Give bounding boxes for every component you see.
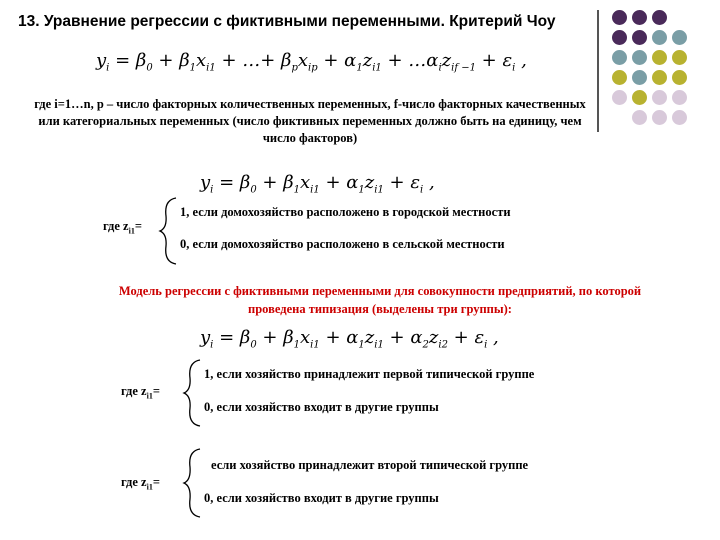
- decorative-dot: [612, 30, 627, 45]
- dummy-definition-label: где $z_{i1}=$: [121, 475, 160, 492]
- dummy-case-other-groups: 0, если хозяйство входит в другие группы: [204, 400, 439, 414]
- model-description-text: Модель регрессии с фиктивными переменными для совокупности предприятий, по которой проведена типизация (выделены три группы):: [118, 284, 642, 316]
- decorative-dot: [612, 10, 627, 25]
- decorative-dot: [672, 30, 687, 45]
- decorative-dot: [612, 70, 627, 85]
- dummy-case-rural: 0, если домохозяйство расположено в сельской местности: [180, 237, 505, 251]
- decorative-dot: [632, 50, 647, 65]
- decorative-dot: [612, 90, 627, 105]
- decorative-dot: [652, 110, 667, 125]
- left-brace: [158, 196, 178, 266]
- slide-title: 13. Уравнение регрессии с фиктивными переменными. Критерий Чоу: [18, 13, 556, 30]
- dummy-regression-formula: $y_i = \beta_0 + \beta_1x_{i1} + \alpha_1z_{i1} + \varepsilon_i$ ,: [200, 172, 435, 196]
- decorative-dot: [632, 110, 647, 125]
- decorative-dot: [652, 50, 667, 65]
- dummy-definition-label: где $z_{i1}=$: [121, 384, 160, 401]
- dummy-case-first-group: 1, если хозяйство принадлежит первой типической группе: [204, 367, 535, 381]
- divider-line: [597, 10, 599, 132]
- decorative-dot: [632, 70, 647, 85]
- decorative-dot: [652, 70, 667, 85]
- dummy-case-second-group: если хозяйство принадлежит второй типической группе: [211, 458, 529, 472]
- decorative-dot: [672, 70, 687, 85]
- dummy-case-urban: 1, если домохозяйство расположено в городской местности: [180, 205, 511, 219]
- left-brace: [182, 447, 202, 519]
- decorative-dot: [632, 10, 647, 25]
- decorative-dot: [612, 50, 627, 65]
- dummy-case-other-groups: 0, если хозяйство входит в другие группы: [204, 491, 439, 505]
- description-text: где i=1…n, p – число факторных количественных переменных, f-число факторных качественных или категориальных переменных (число фиктивных переменных должно быть на единицу, чем число факторов): [34, 97, 586, 145]
- decorative-dot: [652, 10, 667, 25]
- decorative-dot: [632, 30, 647, 45]
- general-regression-formula: $y_i = \beta_0 + \beta_1x_{i1}$ + …+ $\beta_px_{ip} + \alpha_1z_{i1}$ + $\dots\alpha_iz_{if -1} + \varepsilon_i$ ,: [96, 50, 527, 74]
- dummy-definition-label: где $z_{i1}=$: [103, 219, 142, 236]
- decorative-dot: [652, 30, 667, 45]
- decorative-dot: [632, 90, 647, 105]
- three-group-regression-formula: $y_i = \beta_0 + \beta_1x_{i1} + \alpha_1z_{i1} + \alpha_2z_{i2} + \varepsilon_i$ ,: [200, 327, 499, 351]
- decorative-dot: [672, 90, 687, 105]
- left-brace: [182, 358, 202, 428]
- decorative-dot: [672, 50, 687, 65]
- decorative-dot: [652, 90, 667, 105]
- decorative-dot: [672, 110, 687, 125]
